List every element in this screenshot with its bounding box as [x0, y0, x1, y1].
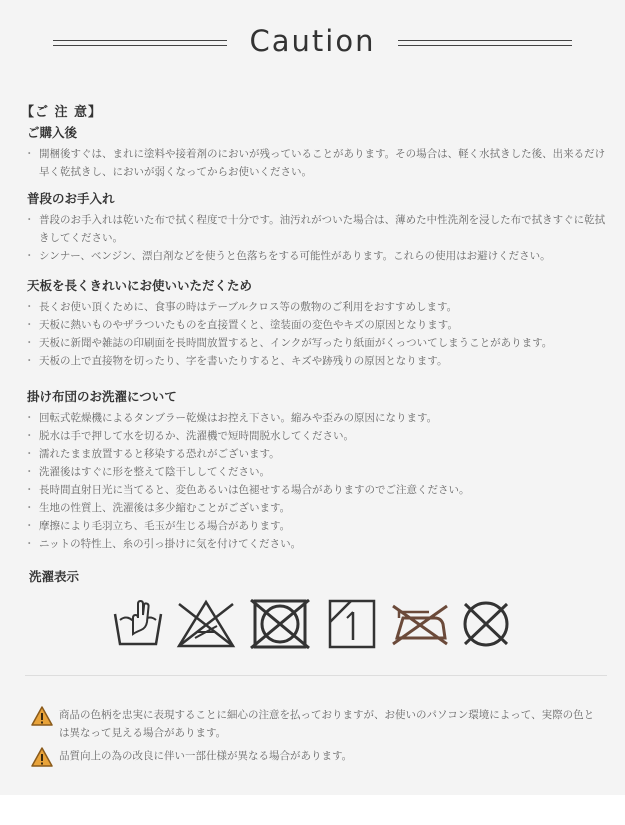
list-item: ・ 長くお使い頂くために、食事の時はテーブルクロス等の敷物のご利用をおすすめします。 [27, 298, 612, 316]
section-list [27, 298, 612, 370]
list-item: ・ 生地の性質上、洗濯後は多少縮むことがございます。 [27, 499, 612, 517]
title-rule-right [398, 40, 572, 46]
list-item: ・ 回転式乾燥機によるタンブラー乾燥はお控え下さい。縮みや歪みの原因になります。 [27, 409, 612, 427]
no-dry-clean-icon [459, 598, 513, 650]
list-item: ・ 天板の上で直接物を切ったり、字を書いたりすると、キズや跡残りの原因となります。 [27, 352, 612, 370]
title-row [0, 24, 625, 64]
list-item: ・ 普段のお手入れは乾いた布で拭く程度で十分です。油汚れがついた場合は、薄めた中性洗剤を浸した布で拭きすぐに乾拭きしてください。 [27, 211, 612, 247]
section-heading: 普段のお手入れ [27, 191, 115, 206]
section-list [27, 409, 612, 553]
warning-spec-note [31, 747, 601, 767]
divider [25, 675, 607, 676]
list-item: ・ 脱水は手で押して水を切るか、洗濯機で短時間脱水してください。 [27, 427, 612, 445]
list-item: ・ 長時間直射日光に当てると、変色あるいは色褪せする場合がありますのでご注意ください。 [27, 481, 612, 499]
list-item: ・ 摩擦により毛羽立ち、毛玉が生じる場合があります。 [27, 517, 612, 535]
section-daily-care [27, 190, 612, 265]
list-item: ・ シンナー、ベンジン、漂白剤などを使うと色落ちをする可能性があります。これらの使用はお避けください。 [27, 247, 612, 265]
warning-text: 品質向上の為の改良に伴い一部仕様が異なる場合があります。 [59, 750, 353, 762]
list-item: ・ 開梱後すぐは、まれに塗料や接着剤のにおいが残っていることがあります。その場合は、軽く水拭きした後、出来るだけ早く乾拭きし、においが弱くなってからお使いください。 [27, 145, 612, 181]
wash-label-heading: 洗濯表示 [29, 569, 80, 584]
wash-symbols [111, 598, 516, 652]
list-item: ・ 天板に新聞や雑誌の印刷面を長時間放置すると、インクが写ったり紙面がくっついてしまうことがあります。 [27, 334, 612, 352]
warning-icon [31, 706, 53, 726]
notice-heading: 【ご 注 意】 [21, 105, 103, 120]
list-item: ・ 天板に熱いものやザラついたものを直接置くと、塗装面の変色やキズの原因となります。 [27, 316, 612, 334]
no-tumble-dry-icon [249, 598, 311, 650]
section-heading: ご購入後 [27, 125, 78, 140]
section-after-purchase [27, 124, 612, 181]
section-list [27, 211, 612, 265]
section-duvet-washing [27, 388, 612, 553]
warning-text: 商品の色柄を忠実に表現することに細心の注意を払っておりますが、お使いのパソコン環境によって、実際の色とは異なって見える場合があります。 [59, 709, 595, 739]
list-item: ・ ニットの特性上、糸の引っ掛けに気を付けてください。 [27, 535, 612, 553]
title-rule-left [53, 40, 227, 46]
no-iron-icon [389, 598, 451, 650]
section-heading: 天板を長くきれいにお使いいただくため [27, 278, 253, 293]
section-list [27, 145, 612, 181]
line-dry-shade-icon [327, 598, 377, 650]
warning-icon [31, 747, 53, 767]
warning-color-note [31, 706, 601, 746]
section-tabletop-care [27, 277, 612, 370]
page-title: Caution [249, 24, 376, 58]
hand-wash-icon [111, 598, 165, 650]
section-heading: 掛け布団のお洗濯について [27, 389, 177, 404]
no-bleach-icon [175, 598, 237, 650]
list-item: ・ 洗濯後はすぐに形を整えて陰干ししてください。 [27, 463, 612, 481]
list-item: ・ 濡れたまま放置すると移染する恐れがございます。 [27, 445, 612, 463]
